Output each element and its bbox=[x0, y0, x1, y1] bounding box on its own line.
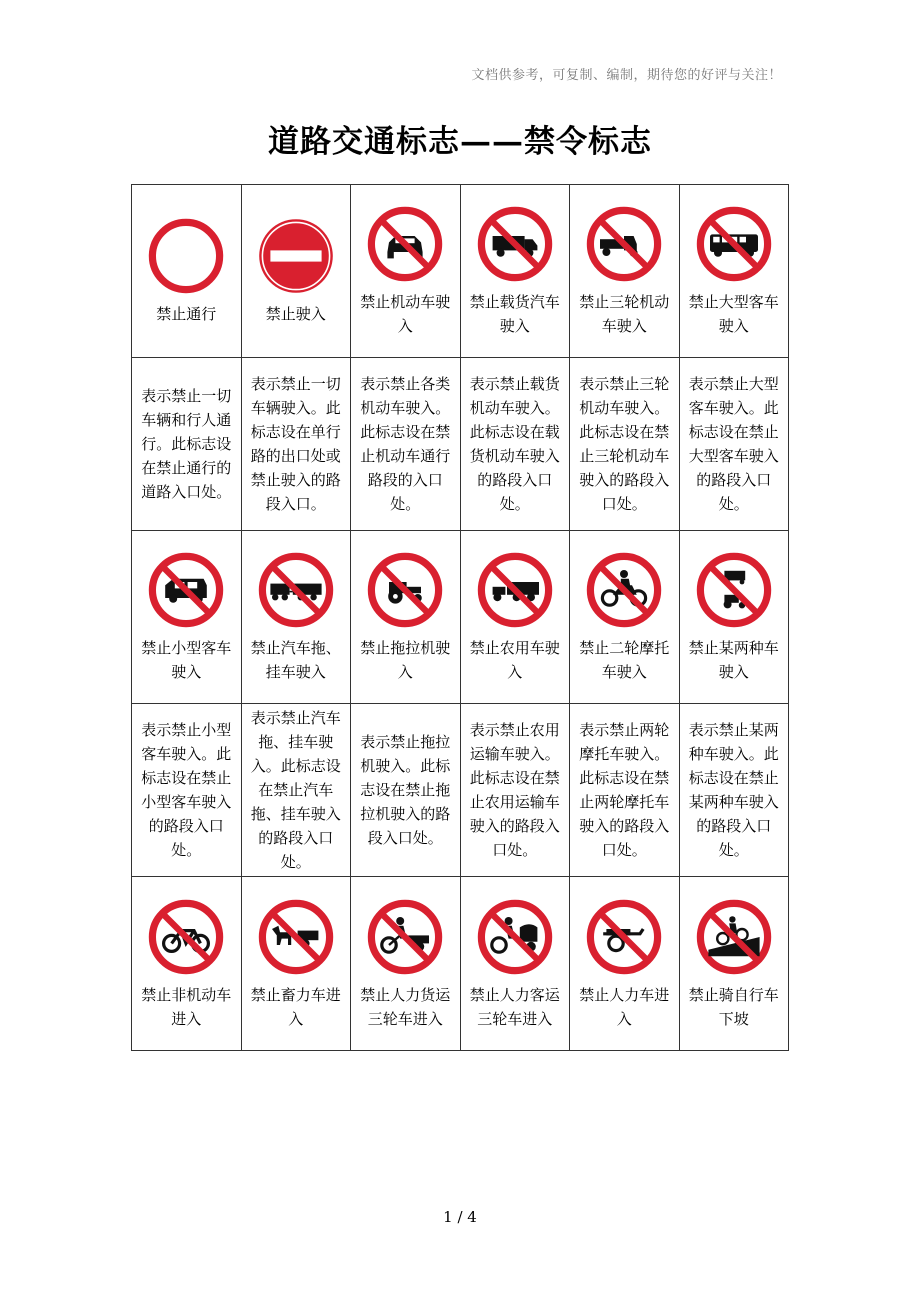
sign-cell bbox=[679, 531, 789, 704]
no-tractor-icon bbox=[365, 550, 445, 630]
sign-cell bbox=[132, 531, 242, 704]
page-title: 道路交通标志——禁令标志 bbox=[268, 124, 652, 160]
sign-cell bbox=[460, 531, 570, 704]
sign-cell bbox=[570, 877, 680, 1051]
sign-cell bbox=[132, 185, 242, 358]
no-motor-vehicle-icon bbox=[365, 204, 445, 284]
page-number: 1 / 4 bbox=[443, 1208, 477, 1226]
sign-description: 表示禁止拖拉机驶入。此标志设在禁止拖拉机驶入的路段入口处。 bbox=[351, 704, 461, 877]
no-bicycle-icon bbox=[146, 897, 226, 977]
sign-name: 禁止畜力车进入 bbox=[250, 985, 341, 1028]
no-truck-icon bbox=[475, 204, 555, 284]
no-bus-icon bbox=[694, 204, 774, 284]
no-three-wheel-motor-icon bbox=[584, 204, 664, 284]
sign-description: 表示禁止大型客车驶入。此标志设在禁止大型客车驶入的路段入口处。 bbox=[679, 358, 789, 531]
sign-name: 禁止机动车驶入 bbox=[360, 293, 451, 335]
sign-description: 表示禁止农用运输车驶入。此标志设在禁止农用运输车驶入的路段入口处。 bbox=[460, 704, 570, 877]
sign-description: 表示禁止一切车辆和行人通行。此标志设在禁止通行的道路入口处。 bbox=[132, 358, 242, 531]
sign-name: 禁止人力车进入 bbox=[579, 985, 670, 1028]
sign-cell bbox=[460, 185, 570, 358]
sign-name: 禁止农用车驶入 bbox=[469, 639, 560, 681]
sign-description: 表示禁止小型客车驶入。此标志设在禁止小型客车驶入的路段入口处。 bbox=[132, 704, 242, 877]
sign-description: 表示禁止汽车拖、挂车驶入。此标志设在禁止汽车拖、挂车驶入的路段入口处。 bbox=[241, 704, 351, 877]
sign-name: 禁止人力客运三轮车进入 bbox=[469, 985, 560, 1028]
sign-cell bbox=[570, 185, 680, 358]
sign-description: 表示禁止两轮摩托车驶入。此标志设在禁止两轮摩托车驶入的路段入口处。 bbox=[570, 704, 680, 877]
sign-description: 表示禁止载货机动车驶入。此标志设在载货机动车驶入的路段入口处。 bbox=[460, 358, 570, 531]
no-minibus-icon bbox=[146, 550, 226, 630]
sign-cell bbox=[679, 877, 789, 1051]
desc-row-2 bbox=[132, 704, 789, 877]
sign-cell bbox=[241, 185, 351, 358]
sign-cell bbox=[241, 877, 351, 1051]
sign-name: 禁止载货汽车驶入 bbox=[469, 293, 560, 335]
sign-row-1 bbox=[132, 185, 789, 358]
sign-name: 禁止骑自行车下坡 bbox=[688, 985, 779, 1028]
sign-row-3 bbox=[132, 877, 789, 1051]
no-cycling-downhill-icon bbox=[694, 897, 774, 977]
no-entry-all-icon bbox=[146, 216, 226, 296]
no-handcart-icon bbox=[584, 897, 664, 977]
sign-cell bbox=[351, 531, 461, 704]
sign-name: 禁止非机动车进入 bbox=[141, 985, 232, 1028]
sign-cell bbox=[570, 531, 680, 704]
sign-row-2 bbox=[132, 531, 789, 704]
sign-description: 表示禁止各类机动车驶入。此标志设在禁止机动车通行路段的入口处。 bbox=[351, 358, 461, 531]
sign-description: 表示禁止三轮机动车驶入。此标志设在禁止三轮机动车驶入的路段入口处。 bbox=[570, 358, 680, 531]
no-animal-cart-icon bbox=[256, 897, 336, 977]
sign-cell bbox=[679, 185, 789, 358]
no-trailer-icon bbox=[256, 550, 336, 630]
sign-name: 禁止小型客车驶入 bbox=[141, 639, 232, 681]
no-cargo-tricycle-icon bbox=[365, 897, 445, 977]
sign-cell bbox=[351, 877, 461, 1051]
sign-name: 禁止拖拉机驶入 bbox=[360, 639, 451, 681]
desc-row-1 bbox=[132, 358, 789, 531]
sign-name: 禁止某两种车驶入 bbox=[688, 639, 779, 681]
sign-name: 禁止二轮摩托车驶入 bbox=[579, 639, 670, 681]
sign-description: 表示禁止一切车辆驶入。此标志设在单行路的出口处或禁止驶入的路段入口。 bbox=[241, 358, 351, 531]
sign-cell bbox=[460, 877, 570, 1051]
sign-name: 禁止大型客车驶入 bbox=[688, 293, 779, 335]
no-two-vehicles-icon bbox=[694, 550, 774, 630]
no-passenger-tricycle-icon bbox=[475, 897, 555, 977]
sign-description: 表示禁止某两种车驶入。此标志设在禁止某两种车驶入的路段入口处。 bbox=[679, 704, 789, 877]
no-entry-icon bbox=[256, 216, 336, 296]
sign-name: 禁止三轮机动车驶入 bbox=[579, 293, 670, 335]
sign-name: 禁止通行 bbox=[156, 305, 217, 323]
sign-name: 禁止人力货运三轮车进入 bbox=[360, 985, 451, 1028]
sign-cell bbox=[351, 185, 461, 358]
sign-table bbox=[131, 184, 789, 1051]
sign-name: 禁止汽车拖、挂车驶入 bbox=[250, 639, 341, 681]
sign-name: 禁止驶入 bbox=[265, 305, 326, 323]
sign-cell bbox=[241, 531, 351, 704]
no-motorcycle-icon bbox=[584, 550, 664, 630]
no-farm-vehicle-icon bbox=[475, 550, 555, 630]
sign-cell bbox=[132, 877, 242, 1051]
header-note: 文档供参考，可复制、编制，期待您的好评与关注！ bbox=[471, 68, 782, 83]
